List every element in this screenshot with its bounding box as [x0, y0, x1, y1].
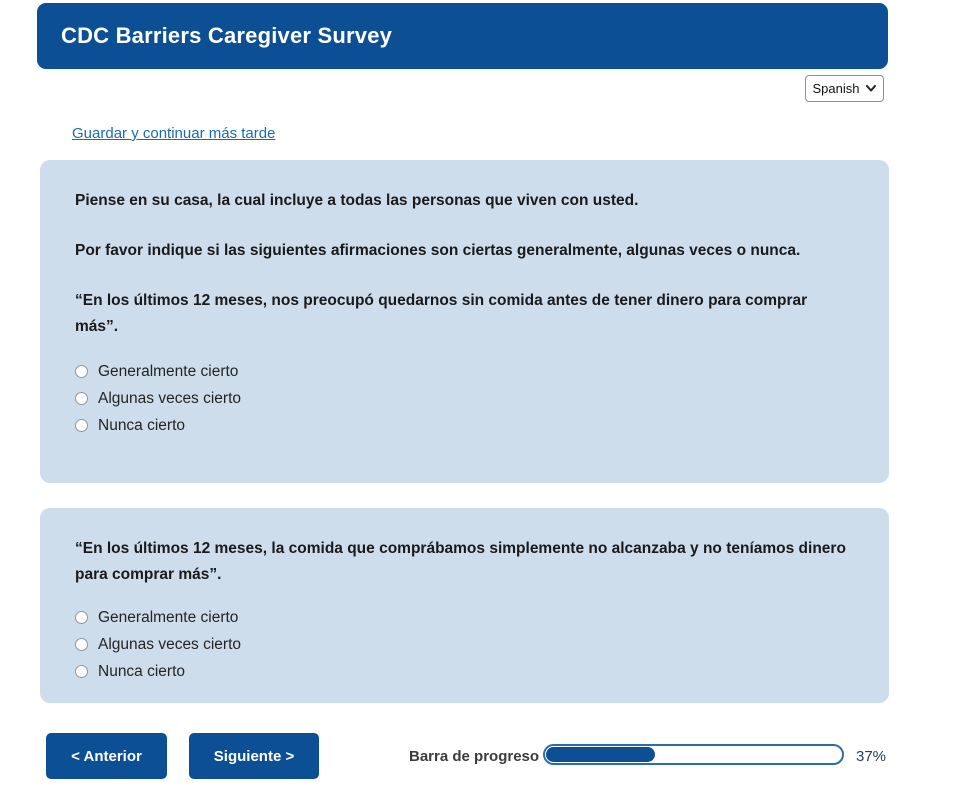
question-1-option-algunas-veces[interactable] [75, 385, 849, 412]
progress-percent: 37% [856, 748, 887, 765]
save-continue-link[interactable]: Guardar y continuar más tarde [72, 125, 276, 142]
option-label: Generalmente cierto [98, 363, 239, 381]
option-label: Generalmente cierto [98, 609, 239, 627]
radio-icon[interactable] [75, 365, 88, 378]
radio-icon[interactable] [75, 665, 88, 678]
question-1-prompt: “En los últimos 12 meses, nos preocupó quedarnos sin comida antes de tener dinero para comprar más”. [75, 292, 808, 335]
question-2-prompt: “En los últimos 12 meses, la comida que comprábamos simplemente no alcanzaba y no teníamos dinero para comprar más”. [75, 540, 846, 583]
previous-button[interactable]: < Anterior [46, 733, 167, 779]
question-2-options [75, 604, 849, 685]
option-label: Algunas veces cierto [98, 390, 242, 408]
option-label: Nunca cierto [98, 663, 186, 681]
language-select[interactable] [805, 75, 884, 102]
radio-icon[interactable] [75, 611, 88, 624]
chevron-down-icon [866, 85, 876, 92]
next-button[interactable]: Siguiente > [189, 733, 319, 779]
question-1-intro-2: Por favor indique si las siguientes afirmaciones son ciertas generalmente, algunas veces o nunca. [75, 242, 801, 259]
language-select-value: Spanish [812, 81, 860, 96]
app-header [37, 3, 888, 69]
option-label: Nunca cierto [98, 417, 186, 435]
question-2-option-generalmente[interactable] [75, 604, 849, 631]
question-card-2 [40, 508, 889, 703]
question-1-options [75, 358, 849, 439]
progress-bar-fill [546, 747, 655, 762]
option-label: Algunas veces cierto [98, 636, 242, 654]
radio-icon[interactable] [75, 392, 88, 405]
question-1-option-generalmente[interactable] [75, 358, 849, 385]
radio-icon[interactable] [75, 638, 88, 651]
progress-bar-label: Barra de progreso [409, 748, 540, 765]
question-card-1 [40, 160, 889, 483]
question-2-option-algunas-veces[interactable] [75, 631, 849, 658]
progress-bar-track [543, 744, 844, 765]
question-1-intro-1: Piense en su casa, la cual incluye a todas las personas que viven con usted. [75, 192, 639, 209]
page-title: CDC Barriers Caregiver Survey [61, 23, 393, 48]
question-2-option-nunca[interactable] [75, 658, 849, 685]
question-1-option-nunca[interactable] [75, 412, 849, 439]
radio-icon[interactable] [75, 419, 88, 432]
